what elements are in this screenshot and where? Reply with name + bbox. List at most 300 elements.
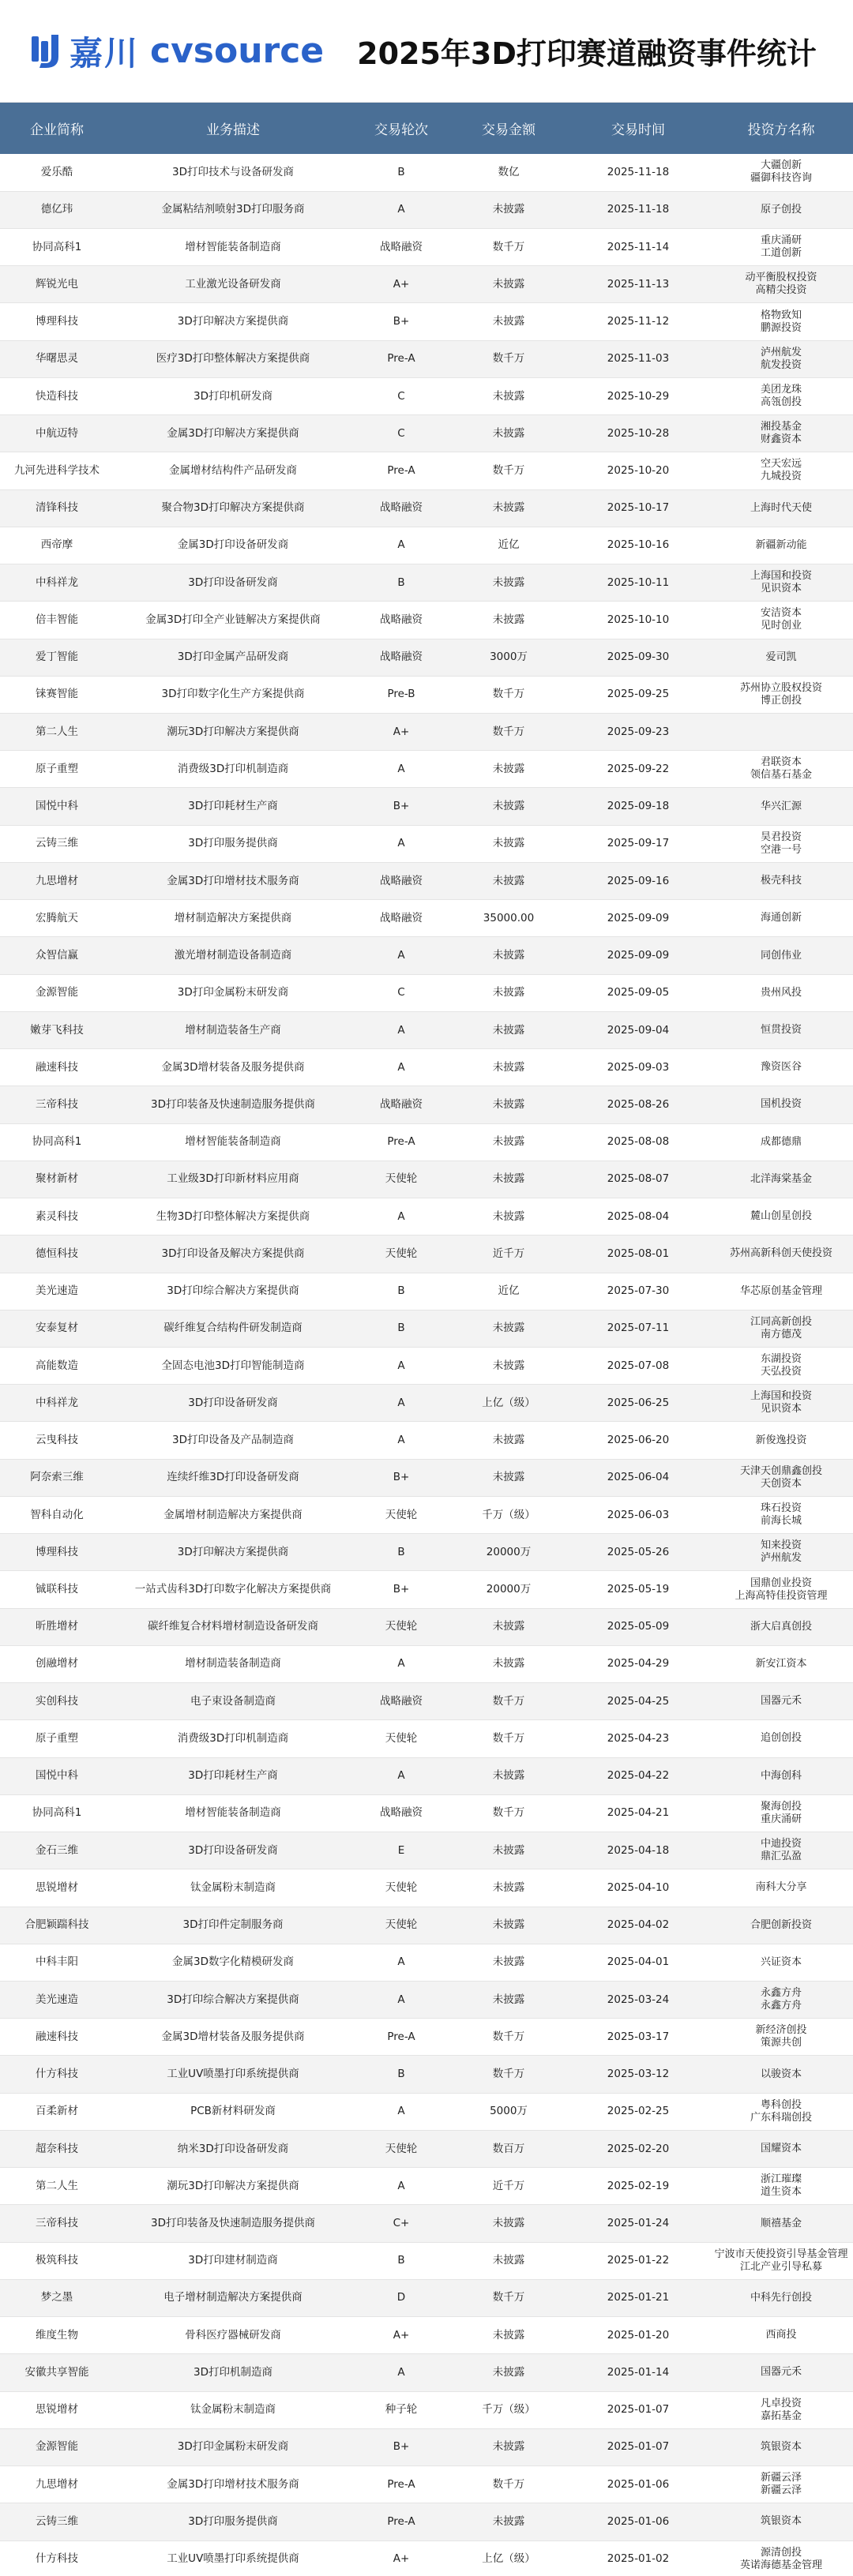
business-cell: 3D打印技术与设备研发商 [114,154,352,191]
investor-name: 原子创投 [760,203,802,216]
amount-cell: 未披露 [450,825,567,862]
table-row [0,415,853,452]
business-cell: 消费级3D打印机制造商 [114,1720,352,1757]
business-cell: 3D打印耗材生产商 [114,788,352,825]
business-cell: 钛金属粉末制造商 [114,1869,352,1907]
company-cell: 西帝摩 [0,527,114,564]
round-cell: Pre-A [352,452,450,489]
date-cell: 2025-08-04 [567,1198,709,1236]
date-cell: 2025-04-29 [567,1645,709,1682]
table-row [0,228,853,265]
round-cell: 战略融资 [352,228,450,265]
amount-cell: 数千万 [450,1720,567,1757]
investors-cell [709,1869,853,1907]
amount-cell: 数千万 [450,340,567,377]
round-cell: B+ [352,2428,450,2465]
table-row [0,2317,853,2354]
investor-name: 兴证资本 [760,1955,802,1968]
date-cell: 2025-11-14 [567,228,709,265]
round-cell: A [352,937,450,974]
round-cell: B [352,154,450,191]
company-cell: 思锐增材 [0,1869,114,1907]
investor-name: 豫资医谷 [760,1061,802,1074]
investor-name: 泸州航发 [760,346,802,358]
date-cell: 2025-09-30 [567,639,709,676]
date-cell: 2025-01-06 [567,2503,709,2540]
investors-cell [709,2503,853,2540]
investor-name: 同创伟业 [760,949,802,962]
investors-cell [709,2242,853,2279]
round-cell: A [352,1757,450,1794]
table-row [0,1683,853,1720]
investors-cell [709,751,853,788]
company-cell: 快造科技 [0,377,114,414]
business-cell: 3D打印设备研发商 [114,1832,352,1869]
investor-name: 泸州航发 [760,1552,802,1565]
business-cell: 工业UV喷墨打印系统提供商 [114,2540,352,2576]
round-cell: B+ [352,788,450,825]
business-cell: 连续纤维3D打印设备研发商 [114,1459,352,1496]
investors-cell [709,2391,853,2428]
company-cell: 清锋科技 [0,489,114,527]
business-cell: 3D打印综合解决方案提供商 [114,1273,352,1310]
investor-name: 见时创业 [760,620,802,632]
company-cell: 原子重塑 [0,751,114,788]
amount-cell: 未披露 [450,266,567,303]
amount-cell: 未披露 [450,303,567,340]
company-cell: 国悦中科 [0,1757,114,1794]
table-row [0,1832,853,1869]
header [0,0,853,103]
business-cell: 电子束设备制造商 [114,1683,352,1720]
amount-cell: 千万（级） [450,1496,567,1533]
investor-name: 领信基石基金 [750,769,812,782]
business-cell: 3D打印机研发商 [114,377,352,414]
company-cell: 高能数造 [0,1348,114,1385]
table-row [0,2168,853,2205]
investor-name: 大疆创新 [760,159,802,172]
investors-cell [709,1496,853,1533]
investor-name: 浙大启真创投 [750,1620,812,1633]
amount-cell: 未披露 [450,1123,567,1161]
investors-cell [709,2540,853,2576]
round-cell: 天使轮 [352,1907,450,1944]
amount-cell: 千万（级） [450,2391,567,2428]
company-cell: 德亿玮 [0,191,114,228]
investor-name: 筑银资本 [760,2440,802,2453]
date-cell: 2025-05-19 [567,1571,709,1608]
business-cell: 全固态电池3D打印智能制造商 [114,1348,352,1385]
round-cell: 战略融资 [352,900,450,937]
investor-name: 新俊逸投资 [755,1434,807,1446]
date-cell: 2025-08-01 [567,1236,709,1273]
date-cell: 2025-06-03 [567,1496,709,1533]
table-row [0,1459,853,1496]
brand-name-en: cvsource [150,31,325,71]
investors-cell [709,2428,853,2465]
amount-cell: 近亿 [450,527,567,564]
date-cell: 2025-03-12 [567,2056,709,2093]
business-cell: 金属增材结构件产品研发商 [114,452,352,489]
company-cell: 协同高科1 [0,1123,114,1161]
investor-name: 鹏源投资 [760,321,802,334]
investors-cell [709,1123,853,1161]
table-row [0,564,853,602]
round-cell: 战略融资 [352,489,450,527]
date-cell: 2025-10-20 [567,452,709,489]
business-cell: 潮玩3D打印解决方案提供商 [114,714,352,751]
investor-name: 安洁资本 [760,607,802,620]
round-cell: A [352,1049,450,1086]
date-cell: 2025-10-10 [567,602,709,639]
investors-cell [709,1981,853,2018]
investors-cell [709,788,853,825]
round-cell: B [352,564,450,602]
brand-logo [30,28,324,75]
round-cell: A [352,2093,450,2130]
investors-cell [709,228,853,265]
investors-cell [709,1273,853,1310]
amount-cell: 35000.00 [450,900,567,937]
investor-name: 中海创科 [760,1769,802,1782]
investor-name: 聚海创投 [760,1800,802,1813]
company-cell: 原子重塑 [0,1720,114,1757]
table-row [0,2093,853,2130]
table-row [0,2391,853,2428]
round-cell: 天使轮 [352,1869,450,1907]
investor-name: 东湖投资 [760,1353,802,1366]
investor-name: 广东科瑞创投 [750,2111,812,2124]
investor-name: 永鑫方舟 [760,1987,802,2000]
business-cell: 增材智能装备制造商 [114,228,352,265]
investors-cell [709,676,853,713]
business-cell: 医疗3D打印整体解决方案提供商 [114,340,352,377]
investor-name: 筑银资本 [760,2515,802,2528]
date-cell: 2025-04-22 [567,1757,709,1794]
investor-name: 航发投资 [760,358,802,371]
date-cell: 2025-04-10 [567,1869,709,1907]
table-row [0,1273,853,1310]
investor-name: 新经济创投 [755,2024,807,2037]
amount-cell: 未披露 [450,1198,567,1236]
investors-cell [709,1459,853,1496]
round-cell: A [352,1348,450,1385]
round-cell: A [352,1011,450,1048]
amount-cell: 未披露 [450,1049,567,1086]
company-cell: 铼赛智能 [0,676,114,713]
amount-cell: 未披露 [450,862,567,899]
investor-name: 中迪投资 [760,1838,802,1850]
table-row [0,1236,853,1273]
business-cell: 金属增材制造解决方案提供商 [114,1496,352,1533]
amount-cell: 数亿 [450,154,567,191]
investors-cell [709,1720,853,1757]
business-cell: 激光增材制造设备制造商 [114,937,352,974]
round-cell: A [352,1385,450,1422]
investors-cell [709,1422,853,1459]
date-cell: 2025-10-28 [567,415,709,452]
investor-name: 新安江资本 [755,1657,807,1670]
investor-name: 爱司凯 [765,651,797,663]
round-cell: A+ [352,266,450,303]
table-row [0,2354,853,2391]
table-row [0,1981,853,2018]
table-row [0,1534,853,1571]
date-cell: 2025-10-17 [567,489,709,527]
company-cell: 中航迈特 [0,415,114,452]
business-cell: 碳纤维复合材料增材制造设备研发商 [114,1608,352,1645]
investor-name: 江北产业引导私募 [739,2260,822,2273]
investor-name: 空天宏远 [760,458,802,471]
amount-cell: 未披露 [450,489,567,527]
investors-cell [709,2317,853,2354]
investor-name: 格物致知 [760,309,802,321]
table-row [0,489,853,527]
amount-cell: 未披露 [450,751,567,788]
company-cell: 素灵科技 [0,1198,114,1236]
investor-name: 昊君投资 [760,831,802,843]
round-cell: C [352,415,450,452]
business-cell: 骨科医疗器械研发商 [114,2317,352,2354]
investor-name: 南科大分享 [755,1881,807,1894]
company-cell: 倍丰智能 [0,602,114,639]
company-cell: 博理科技 [0,303,114,340]
company-cell: 百柔新材 [0,2093,114,2130]
business-cell: 聚合物3D打印解决方案提供商 [114,489,352,527]
amount-cell: 3000万 [450,639,567,676]
investor-name: 动平衡股权投资 [745,272,817,284]
date-cell: 2025-08-08 [567,1123,709,1161]
table-row [0,1385,853,1422]
company-cell: 博理科技 [0,1534,114,1571]
amount-cell: 未披露 [450,1310,567,1347]
investor-name: 君联资本 [760,756,802,769]
business-cell: 3D打印服务提供商 [114,2503,352,2540]
business-cell: 3D打印解决方案提供商 [114,1534,352,1571]
business-cell: 3D打印数字化生产方案提供商 [114,676,352,713]
round-cell: 天使轮 [352,1608,450,1645]
round-cell: B [352,2242,450,2279]
table-row [0,2205,853,2242]
date-cell: 2025-05-09 [567,1608,709,1645]
table-row [0,862,853,899]
investor-name: 鼎汇弘盈 [760,1850,802,1863]
date-cell: 2025-11-03 [567,340,709,377]
date-cell: 2025-06-20 [567,1422,709,1459]
table-row [0,937,853,974]
table-row [0,2056,853,2093]
investor-name: 成都德鼎 [760,1135,802,1148]
date-cell: 2025-04-21 [567,1794,709,1832]
amount-cell: 未披露 [450,2503,567,2540]
date-cell: 2025-06-25 [567,1385,709,1422]
table-row [0,2503,853,2540]
investors-cell [709,154,853,191]
investor-name: 道生资本 [760,2186,802,2199]
table-row [0,1310,853,1347]
amount-cell: 数千万 [450,452,567,489]
business-cell: 消费级3D打印机制造商 [114,751,352,788]
investor-name: 中科先行创投 [750,2291,812,2304]
business-cell: PCB新材料研发商 [114,2093,352,2130]
company-cell: 中科祥龙 [0,564,114,602]
investors-cell [709,340,853,377]
business-cell: 金属3D打印解决方案提供商 [114,415,352,452]
company-cell: 安徽共享智能 [0,2354,114,2391]
investor-name: 凡卓投资 [760,2397,802,2409]
investors-cell [709,1198,853,1236]
company-cell: 融速科技 [0,2019,114,2056]
investors-cell [709,1310,853,1347]
investor-name: 前海长城 [760,1515,802,1528]
amount-cell: 数千万 [450,2466,567,2503]
investor-name: 博正创投 [760,694,802,707]
investors-cell [709,1794,853,1832]
round-cell: B [352,1273,450,1310]
business-cell: 3D打印金属粉末研发商 [114,2428,352,2465]
date-cell: 2025-01-22 [567,2242,709,2279]
investors-cell [709,1944,853,1981]
investors-cell [709,1645,853,1682]
amount-cell: 未披露 [450,937,567,974]
investor-name: 合肥创新投资 [750,1918,812,1931]
table-row [0,266,853,303]
amount-cell: 未披露 [450,1608,567,1645]
round-cell: 天使轮 [352,2130,450,2167]
date-cell: 2025-09-03 [567,1049,709,1086]
date-cell: 2025-09-05 [567,974,709,1011]
round-cell: 种子轮 [352,2391,450,2428]
round-cell: 天使轮 [352,1236,450,1273]
table-row [0,1608,853,1645]
business-cell: 3D打印耗材生产商 [114,1757,352,1794]
company-cell: 聚材新材 [0,1161,114,1198]
investor-name: 国器元禾 [760,1695,802,1708]
amount-cell: 未披露 [450,788,567,825]
business-cell: 工业激光设备研发商 [114,266,352,303]
round-cell: A [352,1645,450,1682]
business-cell: 金属3D打印设备研发商 [114,527,352,564]
round-cell: Pre-A [352,340,450,377]
company-cell: 第二人生 [0,714,114,751]
investors-cell [709,1348,853,1385]
company-cell: 辉锐光电 [0,266,114,303]
round-cell: B [352,2056,450,2093]
amount-cell: 未披露 [450,1869,567,1907]
date-cell: 2025-04-02 [567,1907,709,1944]
company-cell: 思锐增材 [0,2391,114,2428]
investors-cell [709,2168,853,2205]
investors-cell [709,2056,853,2093]
investor-name: 源清创投 [760,2546,802,2559]
investors-cell [709,974,853,1011]
company-cell: 铖联科技 [0,1571,114,1608]
investors-cell [709,564,853,602]
amount-cell: 未披露 [450,1422,567,1459]
round-cell: Pre-A [352,2466,450,2503]
table-row [0,303,853,340]
table-row [0,2540,853,2576]
table-row [0,1198,853,1236]
investors-cell [709,862,853,899]
investors-cell [709,2093,853,2130]
amount-cell: 未披露 [450,1348,567,1385]
amount-cell: 未披露 [450,2205,567,2242]
column-header-date: 交易时间 [611,122,665,138]
investors-cell [709,1011,853,1048]
table-row [0,602,853,639]
round-cell: 战略融资 [352,1683,450,1720]
company-cell: 实创科技 [0,1683,114,1720]
business-cell: 金属3D打印增材技术服务商 [114,2466,352,2503]
business-cell: 3D打印建材制造商 [114,2242,352,2279]
investor-name: 重庆涌研 [760,234,802,247]
business-cell: 3D打印设备及解决方案提供商 [114,1236,352,1273]
company-cell: 金源智能 [0,974,114,1011]
table-row [0,2130,853,2167]
date-cell: 2025-03-17 [567,2019,709,2056]
business-cell: 潮玩3D打印解决方案提供商 [114,2168,352,2205]
table-row [0,1011,853,1048]
investor-name: 工道创新 [760,247,802,260]
company-cell: 融速科技 [0,1049,114,1086]
amount-cell: 数千万 [450,2279,567,2316]
company-cell: 宏腾航天 [0,900,114,937]
business-cell: 金属3D增材装备及服务提供商 [114,2019,352,2056]
table-row [0,2279,853,2316]
table-header-row [0,103,853,154]
date-cell: 2025-11-13 [567,266,709,303]
company-cell: 金源智能 [0,2428,114,2465]
company-cell: 爱乐酷 [0,154,114,191]
round-cell: A+ [352,2540,450,2576]
round-cell: B+ [352,1459,450,1496]
company-cell: 梦之墨 [0,2279,114,2316]
date-cell: 2025-01-24 [567,2205,709,2242]
date-cell: 2025-09-22 [567,751,709,788]
business-cell: 增材制造解决方案提供商 [114,900,352,937]
business-cell: 增材制造装备制造商 [114,1645,352,1682]
table-row [0,714,853,751]
table-row [0,1869,853,1907]
table-row [0,2428,853,2465]
table-row [0,2242,853,2279]
date-cell: 2025-01-07 [567,2391,709,2428]
investor-name: 国鼎创业投资 [750,1577,812,1589]
investors-cell [709,2205,853,2242]
round-cell: A [352,751,450,788]
amount-cell: 数千万 [450,714,567,751]
column-header-company: 企业简称 [30,122,84,138]
round-cell: B+ [352,303,450,340]
investors-cell [709,1086,853,1123]
round-cell: 战略融资 [352,1794,450,1832]
business-cell: 金属3D打印增材技术服务商 [114,862,352,899]
business-cell: 金属3D数字化精模研发商 [114,1944,352,1981]
date-cell: 2025-07-11 [567,1310,709,1347]
investor-name: 上海国和投资 [750,570,812,583]
date-cell: 2025-09-09 [567,900,709,937]
company-cell: 国悦中科 [0,788,114,825]
amount-cell: 未披露 [450,1832,567,1869]
round-cell: A [352,1422,450,1459]
investor-name: 策源共创 [760,2037,802,2049]
table-row [0,900,853,937]
amount-cell: 未披露 [450,1011,567,1048]
amount-cell: 数百万 [450,2130,567,2167]
amount-cell: 未披露 [450,191,567,228]
round-cell: C [352,974,450,1011]
